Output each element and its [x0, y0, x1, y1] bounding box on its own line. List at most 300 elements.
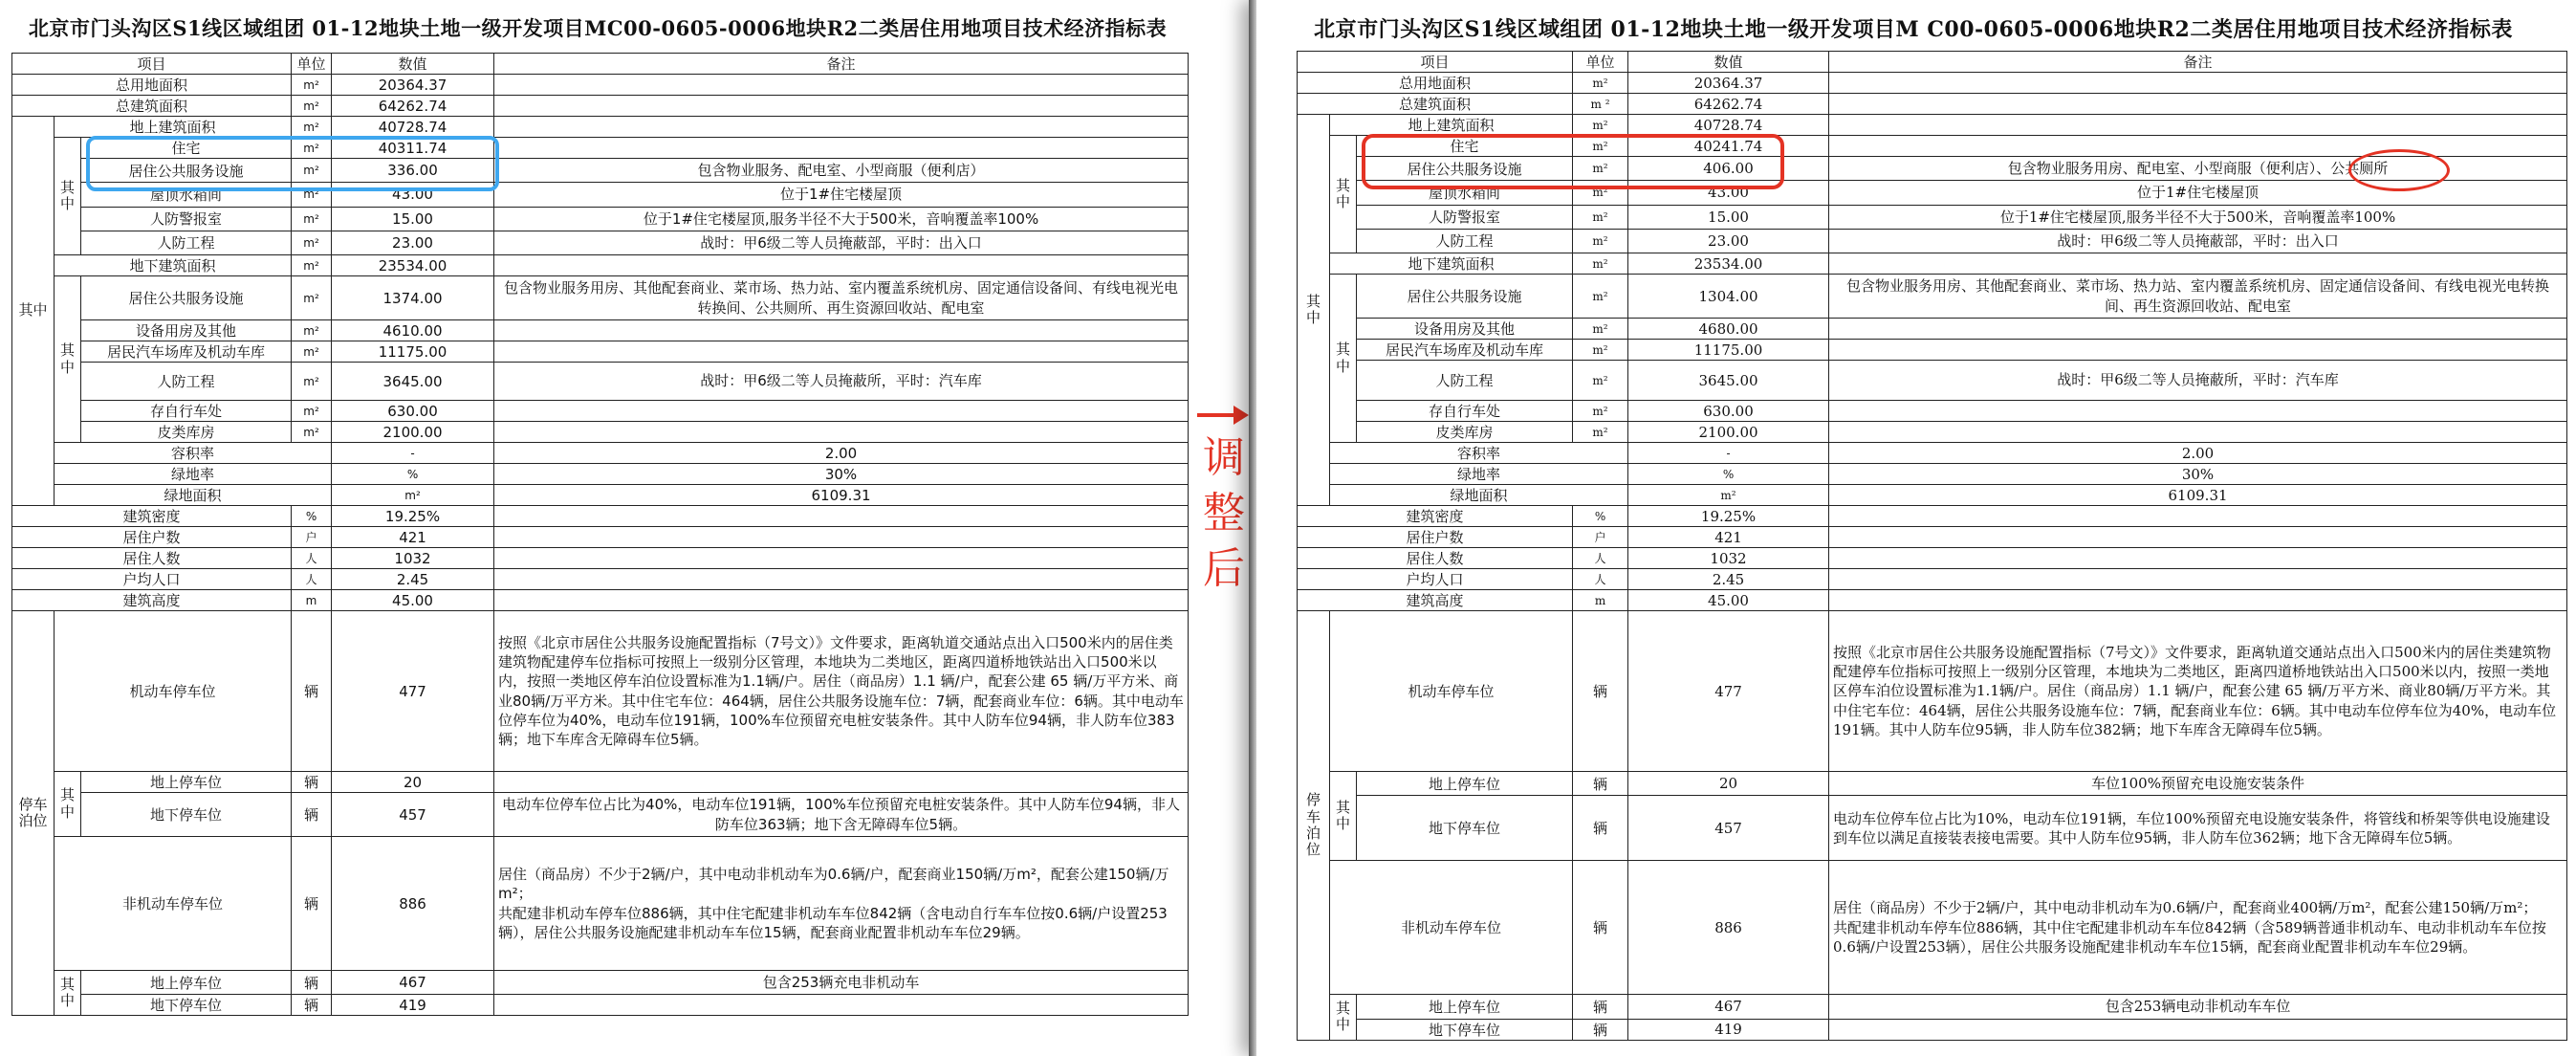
row-unit: m²: [1573, 181, 1628, 205]
row-note: 战时：甲6级二等人员掩蔽所，平时：汽车库: [1829, 361, 2567, 401]
table-row: [12, 96, 1189, 117]
table-header-row: [12, 54, 1189, 75]
row-label: 屋顶水箱间: [81, 183, 292, 207]
row-value: 419: [1628, 1019, 1829, 1040]
row-unit: m²: [292, 207, 332, 231]
table-row: [1298, 319, 2567, 340]
row-note: 车位100%预留充电设施安装条件: [1829, 772, 2567, 796]
row-note: [494, 255, 1189, 276]
row-unit: m²: [1573, 205, 1628, 229]
row-value: 2100.00: [332, 422, 494, 443]
group-label-qizhong-sub: [1330, 136, 1357, 253]
row-value: 1032: [332, 548, 494, 569]
row-value: 20364.37: [332, 75, 494, 96]
row-unit: m²: [1573, 361, 1628, 401]
row-note: 包含物业服务用房、其他配套商业、菜市场、热力站、室内覆盖系统机房、固定通信设备间、有线电视光电转换间、再生资源回收站、配电室: [1829, 275, 2567, 319]
row-label: 居住公共服务设施: [81, 159, 292, 183]
row-note: [1829, 401, 2567, 422]
group-label-qizhong-sub: [1330, 275, 1357, 443]
row-value: 886: [1628, 861, 1829, 995]
row-label: 绿地面积: [55, 485, 332, 506]
header-value: 数值: [1628, 52, 1829, 73]
row-value: 20364.37: [1628, 73, 1829, 94]
row-value: 15.00: [1628, 205, 1829, 229]
row-label: 地下建筑面积: [55, 255, 292, 276]
table-row: [12, 995, 1189, 1016]
row-label: 设备用房及其他: [81, 320, 292, 341]
row-value: 64262.74: [1628, 94, 1829, 115]
row-label: 总用地面积: [12, 75, 292, 96]
table-row: [12, 422, 1189, 443]
table-row: [1298, 229, 2567, 253]
group-label-qizhong-sub: [1330, 995, 1357, 1040]
row-label: 总用地面积: [1298, 73, 1573, 94]
row-note: 战时：甲6级二等人员掩蔽部，平时：出入口: [1829, 229, 2567, 253]
row-unit: m²: [1573, 340, 1628, 361]
row-value: 1374.00: [332, 276, 494, 320]
row-value: 45.00: [1628, 590, 1829, 611]
row-unit: 辆: [1573, 796, 1628, 861]
table-row: [12, 611, 1189, 772]
group-label-qizhong-sub: [55, 276, 81, 443]
row-value: 23.00: [1628, 229, 1829, 253]
row-label: 居住公共服务设施: [1357, 275, 1573, 319]
row-unit: m²: [292, 255, 332, 276]
table-row: [1298, 73, 2567, 94]
row-unit: m²: [1573, 115, 1628, 136]
table-row: [12, 772, 1189, 793]
row-value: 3645.00: [1628, 361, 1829, 401]
group-label-qizhong-sub: [1330, 772, 1357, 861]
row-note: [1829, 73, 2567, 94]
row-note: [1829, 590, 2567, 611]
row-note: [494, 590, 1189, 611]
highlight-oval-red: [2348, 149, 2450, 191]
row-note: [494, 772, 1189, 793]
row-value: 30%: [494, 464, 1189, 485]
table-header-row: [1298, 52, 2567, 73]
row-label: 非机动车停车位: [1330, 861, 1573, 995]
row-label: 地下停车位: [1357, 796, 1573, 861]
row-value: 630.00: [332, 401, 494, 422]
row-label: 存自行车处: [1357, 401, 1573, 422]
right-arrow-icon: [1197, 406, 1249, 425]
row-unit: m²: [1573, 401, 1628, 422]
row-value: 1032: [1628, 548, 1829, 569]
row-label: 绿地率: [1330, 464, 1628, 485]
row-value: 40241.74: [1628, 136, 1829, 157]
row-label: 人防工程: [81, 363, 292, 401]
row-unit: m²: [292, 96, 332, 117]
table-row: [1298, 253, 2567, 275]
group-zhong: 中: [1335, 1016, 1350, 1034]
row-label: 屋顶水箱间: [1357, 181, 1573, 205]
row-note: [494, 569, 1189, 590]
highlight-box-red: [1362, 134, 1784, 189]
row-unit: -: [1628, 443, 1829, 464]
group-qi: 其: [1335, 798, 1350, 816]
row-value: 467: [1628, 995, 1829, 1019]
group-zhong: 中: [1335, 815, 1350, 833]
row-value: 40728.74: [1628, 115, 1829, 136]
group-qi: 其: [1335, 176, 1350, 194]
table-row: [1298, 590, 2567, 611]
row-unit: 辆: [1573, 1019, 1628, 1040]
group-qi: 其: [1335, 1000, 1350, 1018]
document-title: 北京市门头沟区S1线区域组团 01-12地块土地一级开发项目M C00-0605-0006地块R2二类居住用地项目技术经济指标表: [1314, 17, 2513, 42]
row-unit: 辆: [1573, 861, 1628, 995]
arrow-shaft: [1197, 413, 1235, 417]
row-label: 居住公共服务设施: [81, 276, 292, 320]
table-row: [12, 320, 1189, 341]
row-note: [494, 117, 1189, 138]
header-item: 项目: [1298, 52, 1573, 73]
row-unit: m²: [292, 183, 332, 207]
row-label: 住宅: [81, 138, 292, 159]
row-value: 11175.00: [332, 341, 494, 363]
group-label-parking: 停车泊位: [12, 611, 55, 1016]
table-row: [1298, 464, 2567, 485]
row-unit: m²: [292, 75, 332, 96]
table-row: [1298, 569, 2567, 590]
row-label: 地下停车位: [1357, 1019, 1573, 1040]
row-value: 6109.31: [1829, 485, 2567, 506]
highlight-box-blue: [86, 136, 499, 191]
row-label: 绿地面积: [1330, 485, 1628, 506]
row-label: 存自行车处: [81, 401, 292, 422]
row-note: 包含物业服务、配电室、小型商服（便利店）: [494, 159, 1189, 183]
table-row: [1298, 506, 2567, 527]
row-value: 4680.00: [1628, 319, 1829, 340]
row-note: 包含253辆电动非机动车车位: [1829, 995, 2567, 1019]
row-unit: 辆: [292, 611, 332, 772]
group-qi: 其: [59, 178, 75, 196]
table-row: [1298, 796, 2567, 861]
table-row: [12, 590, 1189, 611]
row-note: [1829, 136, 2567, 157]
row-unit: m²: [1573, 157, 1628, 181]
row-unit: %: [1628, 464, 1829, 485]
table-row: [12, 506, 1189, 527]
table-row: [12, 255, 1189, 276]
row-label: 地上建筑面积: [1330, 115, 1573, 136]
row-value: 23.00: [332, 231, 494, 254]
row-label: 地上建筑面积: [55, 117, 292, 138]
row-unit: 户: [292, 527, 332, 548]
group-qi: 其: [1335, 341, 1350, 359]
group-qi: 其: [59, 786, 75, 804]
row-unit: m²: [292, 320, 332, 341]
row-value: 406.00: [1628, 157, 1829, 181]
group-zhong: 中: [1335, 193, 1350, 210]
row-note: [1829, 1019, 2567, 1040]
row-value: 4610.00: [332, 320, 494, 341]
row-note: [1829, 548, 2567, 569]
row-note: [1829, 115, 2567, 136]
group-bowei: 泊位: [1305, 824, 1321, 858]
row-label: 人防警报室: [81, 207, 292, 231]
row-note: [494, 506, 1189, 527]
row-unit: 辆: [1573, 995, 1628, 1019]
table-row: [12, 401, 1189, 422]
table-row: [1298, 1019, 2567, 1040]
table-row: [1298, 611, 2567, 772]
row-note: [494, 138, 1189, 159]
row-value: 45.00: [332, 590, 494, 611]
table-row: [12, 837, 1189, 971]
table-row: [12, 75, 1189, 96]
group-label-qizhong: 其中: [12, 117, 55, 506]
table-row: [1298, 485, 2567, 506]
row-value: 2.45: [1628, 569, 1829, 590]
row-value: 23534.00: [332, 255, 494, 276]
group-zhong: 中: [59, 992, 75, 1010]
row-unit: 人: [292, 569, 332, 590]
row-label: 容积率: [55, 443, 332, 464]
row-note: [494, 422, 1189, 443]
table-row: [1298, 340, 2567, 361]
row-unit: %: [1573, 506, 1628, 527]
row-value: 19.25%: [1628, 506, 1829, 527]
group-label-qizhong-sub: [55, 772, 81, 837]
row-unit: m ²: [1573, 94, 1628, 115]
table-row: [12, 464, 1189, 485]
row-label: 建筑高度: [12, 590, 292, 611]
group-label-qizhong-sub: [55, 138, 81, 255]
row-unit: 人: [1573, 569, 1628, 590]
row-unit: m²: [1573, 229, 1628, 253]
row-label: 居民汽车场库及机动车库: [1357, 340, 1573, 361]
row-note: [1829, 506, 2567, 527]
row-value: 336.00: [332, 159, 494, 183]
adjusted-label: 调整后: [1203, 433, 1245, 593]
row-note: [494, 96, 1189, 117]
row-unit: 辆: [1573, 772, 1628, 796]
row-value: 15.00: [332, 207, 494, 231]
row-note: 按照《北京市居住公共服务设施配置指标（7号文）》文件要求，距离轨道交通站点出入口500米内的居住类建筑物配建停车位指标可按照上一级别分区管理，本地块为二类地区，距离四道桥地铁站出入口500米以内，按照一类地区停车泊位设置标准为1.1辆/户。居住（商品房）1.1 辆/户，配套公建 65 辆/万平方米、商业80辆/万平方米。其中住宅车位：464辆，居住公共服务设施车位：7辆，配套商业车位：6辆。其中电动车位停车位为40%，电动车位191辆，100%车位预留充电桩安装条件。其中人防车位94辆，非人防车位383辆；地下车库含无障碍车位5辆。: [494, 611, 1189, 772]
row-note: [1829, 422, 2567, 443]
document-title: 北京市门头沟区S1线区域组团 01-12地块土地一级开发项目MC00-0605-0006地块R2二类居住用地项目技术经济指标表: [28, 16, 1168, 40]
row-unit: m²: [1573, 275, 1628, 319]
row-unit: -: [332, 443, 494, 464]
group-ting: 停车: [1305, 791, 1321, 825]
group-zhong: 中: [59, 358, 75, 376]
row-value: 11175.00: [1628, 340, 1829, 361]
row-label: 设备用房及其他: [1357, 319, 1573, 340]
row-note: 位于1#住宅楼屋顶,服务半径不大于500米，音响覆盖率100%: [494, 207, 1189, 231]
row-unit: m²: [292, 341, 332, 363]
group-qi: 其: [59, 341, 75, 360]
row-label: 地下停车位: [81, 995, 292, 1016]
row-note: [494, 995, 1189, 1016]
row-label: 地下停车位: [81, 793, 292, 837]
row-unit: m²: [292, 363, 332, 401]
row-value: 43.00: [1628, 181, 1829, 205]
row-unit: m: [292, 590, 332, 611]
row-label: 人防警报室: [1357, 205, 1573, 229]
header-unit: 单位: [1573, 52, 1628, 73]
row-unit: m²: [1573, 73, 1628, 94]
table-row: [1298, 275, 2567, 319]
row-unit: m²: [292, 138, 332, 159]
row-value: 457: [332, 793, 494, 837]
row-label: 地上停车位: [81, 971, 292, 995]
row-note: [1829, 340, 2567, 361]
row-label: 居住户数: [1298, 527, 1573, 548]
table-row: [1298, 361, 2567, 401]
row-unit: 辆: [292, 837, 332, 971]
row-unit: 辆: [292, 772, 332, 793]
row-label: 地上停车位: [81, 772, 292, 793]
row-label: 居住户数: [12, 527, 292, 548]
row-label: 皮类库房: [81, 422, 292, 443]
table-row: [12, 971, 1189, 995]
row-note: [494, 401, 1189, 422]
row-label: 非机动车停车位: [55, 837, 292, 971]
row-label: 建筑密度: [12, 506, 292, 527]
row-note: [1829, 569, 2567, 590]
row-value: 477: [332, 611, 494, 772]
group-label-qizhong: 其中: [1298, 115, 1330, 506]
row-note: 位于1#住宅楼屋顶: [1829, 181, 2567, 205]
row-label: 户均人口: [12, 569, 292, 590]
row-label: 居民汽车场库及机动车库: [81, 341, 292, 363]
row-value: 419: [332, 995, 494, 1016]
table-row: [12, 117, 1189, 138]
adjusted-indicator-table: [1297, 51, 2567, 1041]
row-note: 战时：甲6级二等人员掩蔽部，平时：出入口: [494, 231, 1189, 254]
row-label: 地上停车位: [1357, 772, 1573, 796]
row-unit: 辆: [292, 995, 332, 1016]
table-row: [12, 569, 1189, 590]
row-label: 人防工程: [1357, 361, 1573, 401]
row-label: 机动车停车位: [1330, 611, 1573, 772]
row-value: 43.00: [332, 183, 494, 207]
original-indicator-table: [11, 53, 1189, 1016]
row-value: 30%: [1829, 464, 2567, 485]
row-value: 6109.31: [494, 485, 1189, 506]
row-unit: 户: [1573, 527, 1628, 548]
group-label-qizhong-sub: [55, 971, 81, 1016]
row-label: 居住人数: [1298, 548, 1573, 569]
header-note: 备注: [494, 54, 1189, 75]
row-value: 2100.00: [1628, 422, 1829, 443]
row-unit: m²: [1573, 422, 1628, 443]
row-unit: %: [332, 464, 494, 485]
row-value: 40311.74: [332, 138, 494, 159]
row-value: 64262.74: [332, 96, 494, 117]
row-note: 居住（商品房）不少于2辆/户，其中电动非机动车为0.6辆/户，配套商业150辆/万m²，配套公建150辆/万m²； 共配建非机动车停车位886辆，其中住宅配建非机动车车位842辆（含电动自行车车位按0.6辆/户设置253辆），居住公共服务设施配建非机动车车位15辆，配套商业配置非机动车车位29辆。: [494, 837, 1189, 971]
row-unit: 辆: [1573, 611, 1628, 772]
row-label: 皮类库房: [1357, 422, 1573, 443]
table-row: [1298, 443, 2567, 464]
row-label: 住宅: [1357, 136, 1573, 157]
row-value: 2.00: [1829, 443, 2567, 464]
table-row: [1298, 772, 2567, 796]
table-row: [12, 527, 1189, 548]
row-note: [1829, 319, 2567, 340]
row-note: [494, 341, 1189, 363]
row-unit: m²: [1573, 253, 1628, 275]
header-note: 备注: [1829, 52, 2567, 73]
row-label: 绿地率: [55, 464, 332, 485]
row-note: [1829, 94, 2567, 115]
row-note: [494, 527, 1189, 548]
arrow-head: [1233, 406, 1249, 425]
row-unit: 人: [292, 548, 332, 569]
table-row: [1298, 995, 2567, 1019]
row-value: 421: [1628, 527, 1829, 548]
row-label: 人防工程: [1357, 229, 1573, 253]
row-value: 19.25%: [332, 506, 494, 527]
table-row: [1298, 205, 2567, 229]
row-unit: m²: [332, 485, 494, 506]
row-value: 2.00: [494, 443, 1189, 464]
row-label: 户均人口: [1298, 569, 1573, 590]
row-note: [494, 320, 1189, 341]
row-value: 23534.00: [1628, 253, 1829, 275]
row-note: 电动车位停车位占比为10%，电动车位191辆，车位100%预留充电设施安装条件，将管线和桥架等供电设施建设到车位以满足直接装表接电需要。其中人防车位95辆，非人防车位362辆；地下含无障碍车位5辆。: [1829, 796, 2567, 861]
row-unit: m²: [292, 117, 332, 138]
header-unit: 单位: [292, 54, 332, 75]
row-value: 1304.00: [1628, 275, 1829, 319]
row-label: 建筑高度: [1298, 590, 1573, 611]
group-zhong: 中: [59, 803, 75, 821]
table-row: [1298, 94, 2567, 115]
adjusted-table-page: [1251, 0, 2576, 1056]
row-unit: m²: [292, 276, 332, 320]
row-label: 居住人数: [12, 548, 292, 569]
row-note: 电动车位停车位占比为40%，电动车位191辆，100%车位预留充电桩安装条件。其中人防车位94辆，非人防车位363辆；地下含无障碍车位5辆。: [494, 793, 1189, 837]
row-note: 包含物业服务用房、其他配套商业、菜市场、热力站、室内覆盖系统机房、固定通信设备间、有线电视光电转换间、公共厕所、再生资源回收站、配电室: [494, 276, 1189, 320]
row-unit: m²: [292, 159, 332, 183]
row-unit: m²: [1573, 136, 1628, 157]
row-unit: %: [292, 506, 332, 527]
table-row: [1298, 861, 2567, 995]
original-table-page: [0, 0, 1195, 1056]
table-row: [1298, 115, 2567, 136]
table-row: [12, 207, 1189, 231]
table-row: [1298, 527, 2567, 548]
group-qi: 其: [59, 975, 75, 993]
header-value: 数值: [332, 54, 494, 75]
row-value: 886: [332, 837, 494, 971]
table-row: [1298, 422, 2567, 443]
row-value: 421: [332, 527, 494, 548]
row-note: 位于1#住宅楼屋顶: [494, 183, 1189, 207]
row-value: 20: [1628, 772, 1829, 796]
row-label: 地上停车位: [1357, 995, 1573, 1019]
row-label: 人防工程: [81, 231, 292, 254]
row-label: 总建筑面积: [12, 96, 292, 117]
row-note: 居住（商品房）不少于2辆/户，其中电动非机动车为0.6辆/户，配套商业400辆/万m²，配套公建150辆/万m²； 共配建非机动车停车位886辆，其中住宅配建非机动车车位842辆（含589辆普通非机动车、电动非机动车车位按0.6辆/户设置253辆），居住公共服务设施配建非机动车车位15辆，配套商业配置非机动车车位29辆。: [1829, 861, 2567, 995]
row-note: [1829, 527, 2567, 548]
row-label: 容积率: [1330, 443, 1628, 464]
row-value: 40728.74: [332, 117, 494, 138]
row-note: [494, 75, 1189, 96]
row-unit: m²: [292, 422, 332, 443]
table-row: [12, 793, 1189, 837]
row-unit: m: [1573, 590, 1628, 611]
table-row: [1298, 401, 2567, 422]
row-label: 总建筑面积: [1298, 94, 1573, 115]
row-unit: 辆: [292, 971, 332, 995]
row-value: 2.45: [332, 569, 494, 590]
table-row: [12, 231, 1189, 254]
row-note: 包含物业服务用房、配电室、小型商服（便利店）、公共厕所: [1829, 157, 2567, 181]
row-value: 20: [332, 772, 494, 793]
row-note: 按照《北京市居住公共服务设施配置指标（7号文）》文件要求，距离轨道交通站点出入口500米内的居住类建筑物配建停车位指标可按照上一级别分区管理，本地块为二类地区，距离四道桥地铁站出入口500米以内，按照一类地区停车泊位设置标准为1.1辆/户。居住（商品房）1.1 辆/户，配套公建 65 辆/万平方米、商业80辆/万平方米。其中住宅车位：464辆，居住公共服务设施车位：7辆，配套商业车位：6辆。其中电动车位停车位为40%，电动车位191辆。其中人防车位95辆，非人防车位382辆；地下车库含无障碍车位5辆。: [1829, 611, 2567, 772]
